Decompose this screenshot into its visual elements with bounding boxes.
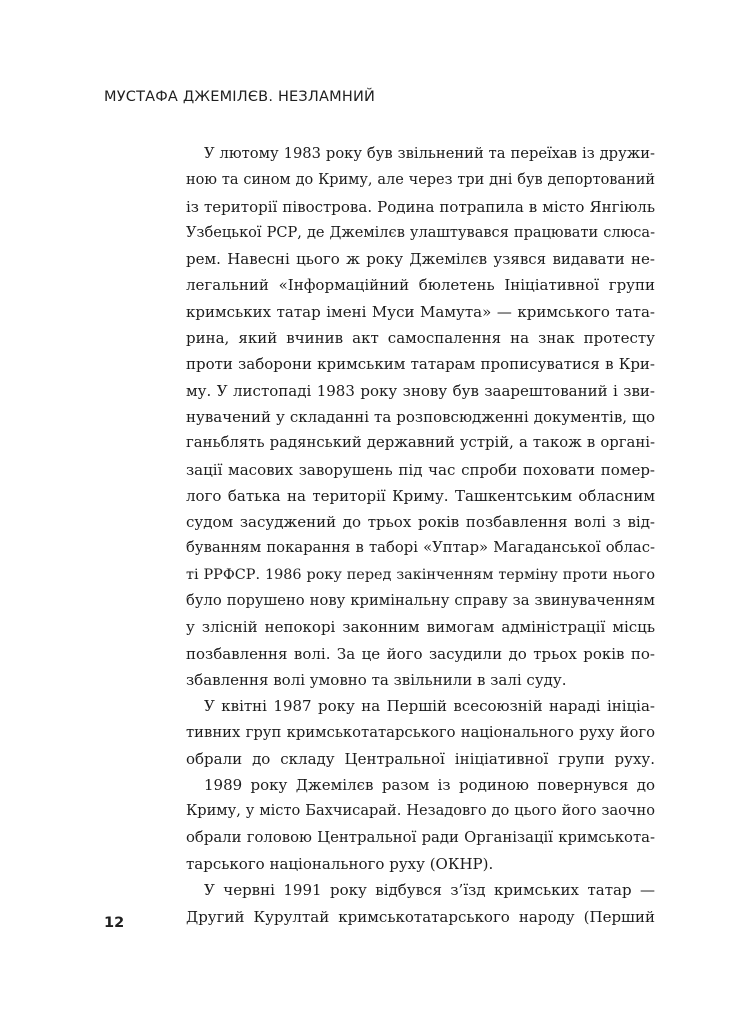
text-line: лого батька на території Криму. Ташкентським обласним (186, 486, 655, 505)
text-line: Узбецької РСР, де Джемілєв улаштувався працювати слюса- (186, 223, 655, 241)
body-text (186, 141, 655, 930)
text-line: рем. Навесні цього ж року Джемілєв узявся видавати не- (186, 250, 655, 269)
text-line: позбавлення волі. За це його засудили до трьох років по- (186, 644, 655, 663)
text-line: збавлення волі умовно та звільнили в залі суду. (186, 670, 567, 689)
text-line: обрали головою Центральної ради Організації кримськота- (186, 828, 655, 846)
text-line: у злісній непокорі законним вимогам адміністрації місць (186, 618, 655, 637)
text-line: У лютому 1983 року був звільнений та переїхав із дружи- (204, 145, 655, 162)
text-line: із території півострова. Родина потрапила в місто Янгіюль (186, 197, 655, 216)
text-line: проти заборони кримським татарам прописуватися в Кри- (186, 355, 655, 374)
text-line: Криму, у місто Бахчисарай. Незадовго до цього його заочно (186, 802, 655, 820)
text-line: У квітні 1987 року на Першій всесоюзній нараді ініціа- (204, 697, 655, 716)
text-line: обрали до складу Центральної ініціативної групи руху. (186, 749, 655, 768)
text-line: буванням покарання в таборі «Уптар» Магаданської облас- (186, 539, 655, 557)
text-line: рина, який вчинив акт самоспалення на знак протесту (186, 329, 655, 348)
text-line: ганьблять радянський державний устрій, а також в органі- (186, 434, 655, 452)
text-line: тарського національного руху (ОКНР). (186, 855, 494, 874)
text-line: легальний «Інформаційний бюлетень Ініціативної групи (186, 276, 655, 295)
text-line: тивних груп кримськотатарського національного руху його (186, 723, 655, 741)
page-number: 12 (104, 915, 125, 931)
text-line: кримських татар імені Муси Мамута» — кримського тата- (186, 302, 655, 321)
text-line: ті РРФСР. 1986 року перед закінченням терміну проти нього (186, 566, 655, 583)
text-line: судом засуджений до трьох років позбавлення волі з від- (186, 513, 655, 532)
text-line: му. У листопаді 1983 року знову був заарештований і зви- (186, 381, 655, 400)
text-line: Другий Курултай кримськотатарського народу (Перший (186, 907, 655, 926)
text-line: було порушено нову кримінальну справу за звинуваченням (186, 592, 655, 610)
text-line: нувачений у складанні та розповсюдженні документів, що (186, 407, 655, 426)
text-line: зації масових заворушень під час спроби поховати помер- (186, 460, 655, 479)
text-line: 1989 року Джемілєв разом із родиною повернувся до (204, 776, 655, 795)
text-line: У червні 1991 року відбувся з’їзд кримських татар — (204, 881, 655, 900)
text-line: ною та сином до Криму, але через три дні був депортований (186, 172, 655, 189)
running-head: МУСТАФА ДЖЕМІЛЄВ. НЕЗЛАМНИЙ (104, 89, 376, 105)
